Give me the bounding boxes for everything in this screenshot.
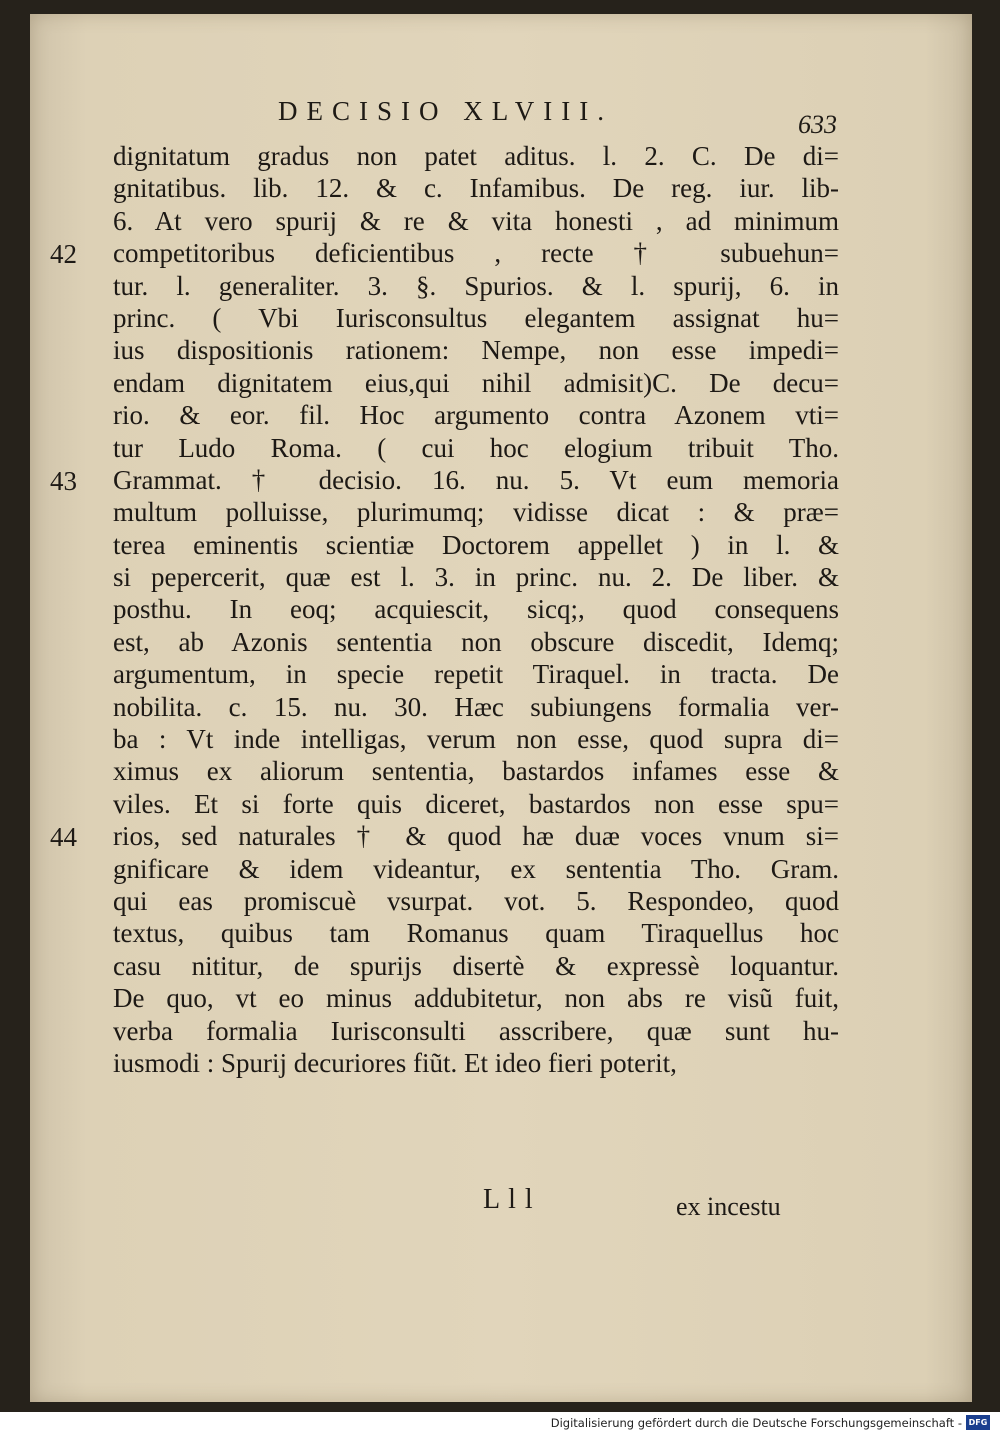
running-title: DECISIO XLVIII. [278,96,613,126]
page-number: 633 [798,110,837,139]
margin-number: 44 [50,822,77,853]
text-line: ba : Vt inde intelligas, verum non esse, quod supra di= [113,724,839,755]
text-line: tur. l. generaliter. 3. §. Spurios. & l. spurij, 6. in [113,270,839,301]
margin-number: 42 [50,239,77,270]
text-line: ximus ex aliorum sententia, bastardos infames esse & [113,756,839,787]
text-line: 6. At vero spurij & re & vita honesti , ad minimum [113,205,839,236]
main-text-block [113,140,839,1079]
text-line: nobilita. c. 15. nu. 30. Hæc subiungens formalia ver- [113,691,839,722]
text-line: tur Ludo Roma. ( cui hoc elogium tribuit Tho. [113,432,839,463]
text-line: iusmodi : Spurij decuriores fiũt. Et ideo fieri poterit, [113,1047,677,1078]
catchword: ex incestu [676,1192,781,1221]
text-line: posthu. In eoq; acquiescit, sicq;, quod consequens [113,594,839,625]
text-line: est, ab Azonis sententia non obscure discedit, Idemq; [113,626,839,657]
margin-number: 43 [50,466,77,496]
text-line: ius dispositionis rationem: Nempe, non esse impedi= [113,335,839,366]
text-line: viles. Et si forte quis diceret, bastardos non esse spu= [113,788,839,819]
dfg-logo: DFG [966,1415,990,1430]
text-line: textus, quibus tam Romanus quam Tiraquellus hoc [113,918,839,949]
text-line: endam dignitatem eius,qui nihil admisit)C. De decu= [113,367,839,398]
text-line: argumentum, in specie repetit Tiraquel. in tracta. De [113,659,839,690]
digitization-footer [0,1412,1000,1437]
text-line: gnitatibus. lib. 12. & c. Infamibus. De reg. iur. lib- [113,173,839,204]
text-line: qui eas promiscuè vsurpat. vot. 5. Respondeo, quod [113,885,839,916]
text-line: terea eminentis scientiæ Doctorem appellet ) in l. & [113,529,839,560]
text-line: si pepercerit, quæ est l. 3. in princ. nu. 2. De liber. & [113,562,839,593]
text-line: casu nititur, de spurijs disertè & expressè loquantur. [113,950,839,981]
text-line: verba formalia Iurisconsulti asscribere, quæ sunt hu- [113,1015,839,1046]
text-line: gnificare & idem videantur, ex sententia Tho. Gram. [113,853,839,884]
text-line: De quo, vt eo minus addubitetur, non abs re visũ fuit, [113,983,839,1014]
signature-mark: L l l [483,1184,534,1215]
text-line: Grammat. † decisio. 16. nu. 5. Vt eum memoria [113,464,839,495]
text-line: multum polluisse, plurimumq; vidisse dicat : & præ= [113,497,839,528]
footer-credit: Digitalisierung gefördert durch die Deutsche Forschungsgemeinschaft - [550,1416,962,1430]
text-line: rio. & eor. fil. Hoc argumento contra Azonem vti= [113,400,839,431]
text-line: rios, sed naturales † & quod hæ duæ voces vnum si= [113,821,839,852]
text-line: princ. ( Vbi Iurisconsultus elegantem assignat hu= [113,302,839,333]
text-line: competitoribus deficientibus , recte † subuehun= [113,238,839,269]
text-line: dignitatum gradus non patet aditus. l. 2. C. De di= [113,141,839,171]
